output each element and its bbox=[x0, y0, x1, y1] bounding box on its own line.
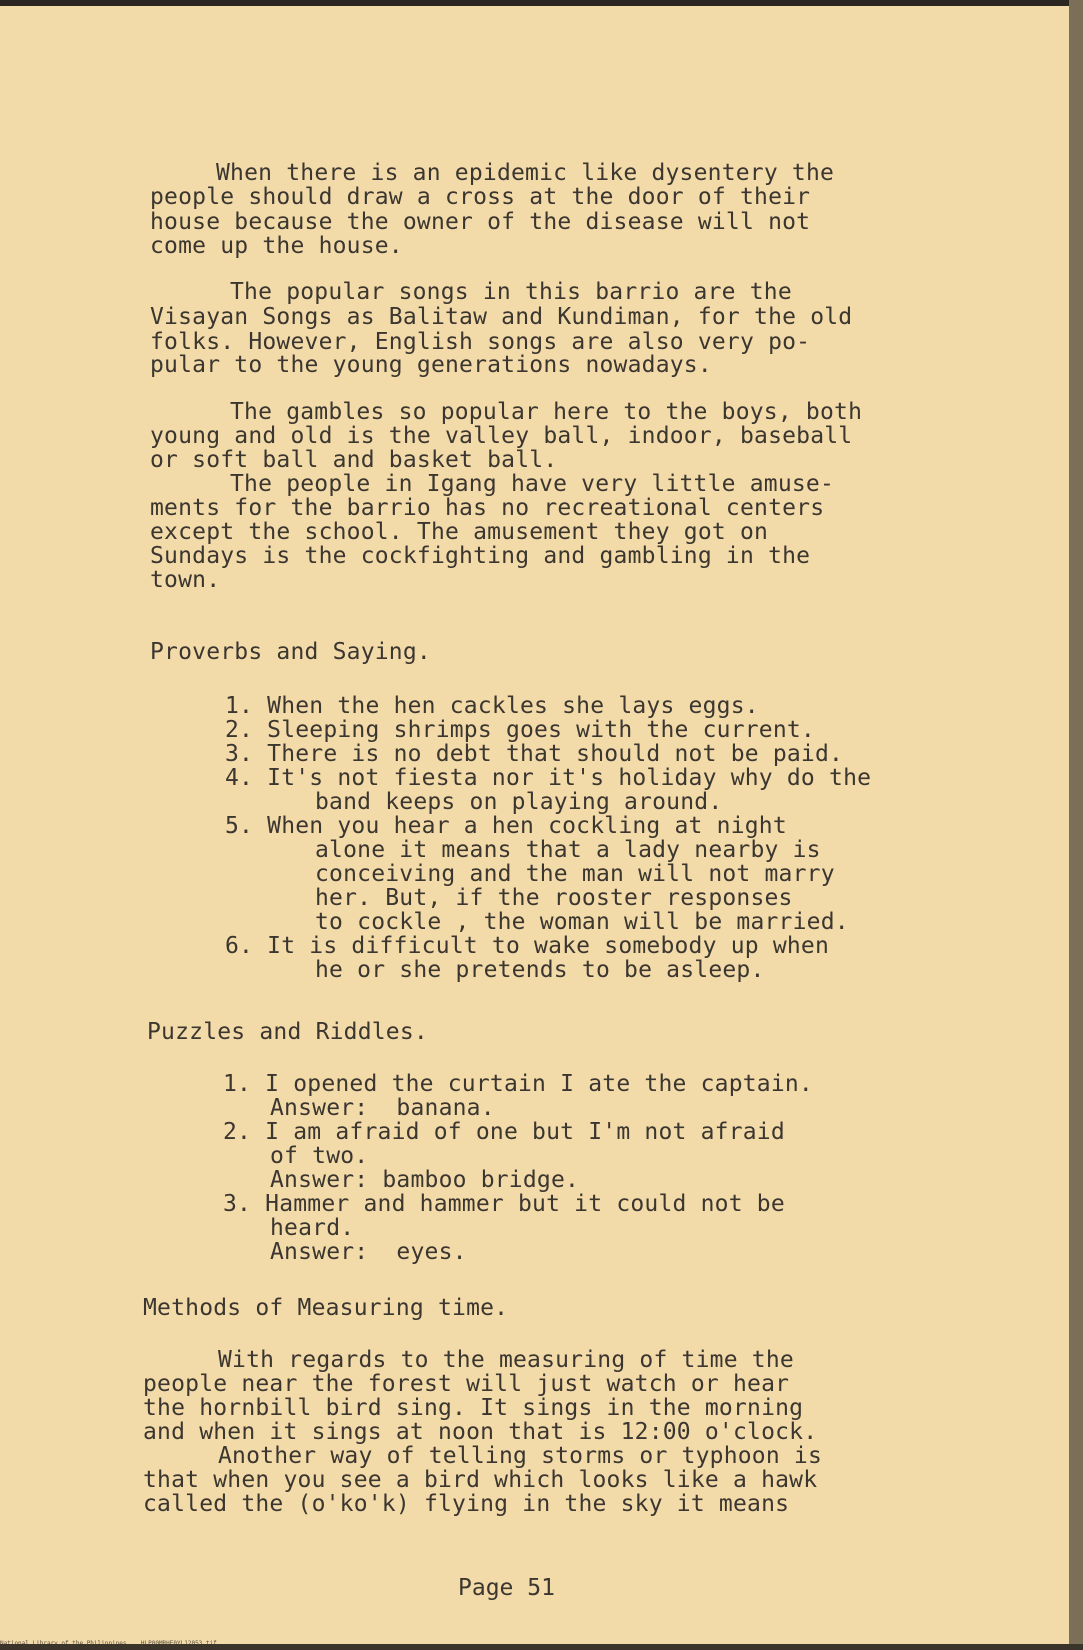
page-bottom-edge bbox=[0, 1644, 1083, 1650]
riddle-2-answer: Answer: bamboo bridge. bbox=[270, 1167, 580, 1193]
songs-line-2: Visayan Songs as Balitaw and Kundiman, for the old bbox=[150, 304, 853, 330]
storms-line-3: called the (o'ko'k) flying in the sky it means bbox=[143, 1491, 790, 1517]
gambles-line-2: young and old is the valley ball, indoor, baseball bbox=[150, 423, 853, 449]
epidemic-line-2: people should draw a cross at the door of their bbox=[150, 184, 811, 210]
storms-line-2: that when you see a bird which looks like a hawk bbox=[143, 1467, 818, 1493]
amusements-line-2: ments for the barrio has no recreational centers bbox=[150, 495, 825, 521]
measuring-line-2: people near the forest will just watch or hear bbox=[143, 1371, 790, 1397]
riddle-2: 2. I am afraid of one but I'm not afraid bbox=[223, 1119, 785, 1145]
proverb-4-cont: band keeps on playing around. bbox=[315, 789, 723, 815]
epidemic-line-1: When there is an epidemic like dysentery the bbox=[216, 160, 835, 186]
riddle-3: 3. Hammer and hammer but it could not be bbox=[223, 1191, 785, 1217]
gambles-line-3: or soft ball and basket ball. bbox=[150, 447, 558, 473]
amusements-line-5: town. bbox=[150, 567, 221, 593]
epidemic-line-3: house because the owner of the disease will not bbox=[150, 209, 811, 235]
riddle-1-answer: Answer: banana. bbox=[270, 1095, 495, 1121]
amusements-line-3: except the school. The amusement they got on bbox=[150, 519, 769, 545]
proverb-2: 2. Sleeping shrimps goes with the current. bbox=[225, 717, 815, 743]
songs-line-4: pular to the young generations nowadays. bbox=[150, 352, 712, 378]
measuring-line-1: With regards to the measuring of time the bbox=[218, 1347, 794, 1373]
page-number: Page 51 bbox=[458, 1575, 555, 1601]
page-top-edge bbox=[0, 0, 1083, 6]
songs-line-1: The popular songs in this barrio are the bbox=[230, 279, 792, 305]
proverb-4: 4. It's not fiesta nor it's holiday why do the bbox=[225, 765, 872, 791]
measuring-line-4: and when it sings at noon that is 12:00 o'clock. bbox=[143, 1419, 818, 1445]
proverb-6: 6. It is difficult to wake somebody up when bbox=[225, 933, 830, 959]
gambles-line-1: The gambles so popular here to the boys, both bbox=[230, 399, 863, 425]
proverb-1: 1. When the hen cackles she lays eggs. bbox=[225, 693, 759, 719]
heading-puzzles: Puzzles and Riddles. bbox=[147, 1019, 428, 1045]
riddle-3-cont: heard. bbox=[270, 1215, 355, 1241]
amusements-line-4: Sundays is the cockfighting and gambling in the bbox=[150, 543, 811, 569]
proverb-3: 3. There is no debt that should not be paid. bbox=[225, 741, 844, 767]
riddle-2-cont: of two. bbox=[270, 1143, 369, 1169]
proverb-5-cont-4: to cockle , the woman will be married. bbox=[315, 909, 849, 935]
measuring-line-3: the hornbill bird sing. It sings in the morning bbox=[143, 1395, 804, 1421]
proverb-5-cont-1: alone it means that a lady nearby is bbox=[315, 837, 821, 863]
riddle-1: 1. I opened the curtain I ate the captain. bbox=[223, 1071, 813, 1097]
proverb-5-cont-3: her. But, if the rooster responses bbox=[315, 885, 793, 911]
page-right-edge bbox=[1069, 0, 1083, 1650]
storms-line-1: Another way of telling storms or typhoon is bbox=[218, 1443, 823, 1469]
epidemic-line-4: come up the house. bbox=[150, 233, 403, 259]
proverb-6-cont: he or she pretends to be asleep. bbox=[315, 957, 765, 983]
proverb-5: 5. When you hear a hen cockling at night bbox=[225, 813, 787, 839]
riddle-3-answer: Answer: eyes. bbox=[270, 1239, 467, 1265]
heading-proverbs: Proverbs and Saying. bbox=[150, 639, 431, 665]
proverb-5-cont-2: conceiving and the man will not marry bbox=[315, 861, 835, 887]
songs-line-3: folks. However, English songs are also very po- bbox=[150, 329, 811, 355]
heading-methods: Methods of Measuring time. bbox=[143, 1295, 509, 1321]
amusements-line-1: The people in Igang have very little amuse- bbox=[230, 471, 835, 497]
